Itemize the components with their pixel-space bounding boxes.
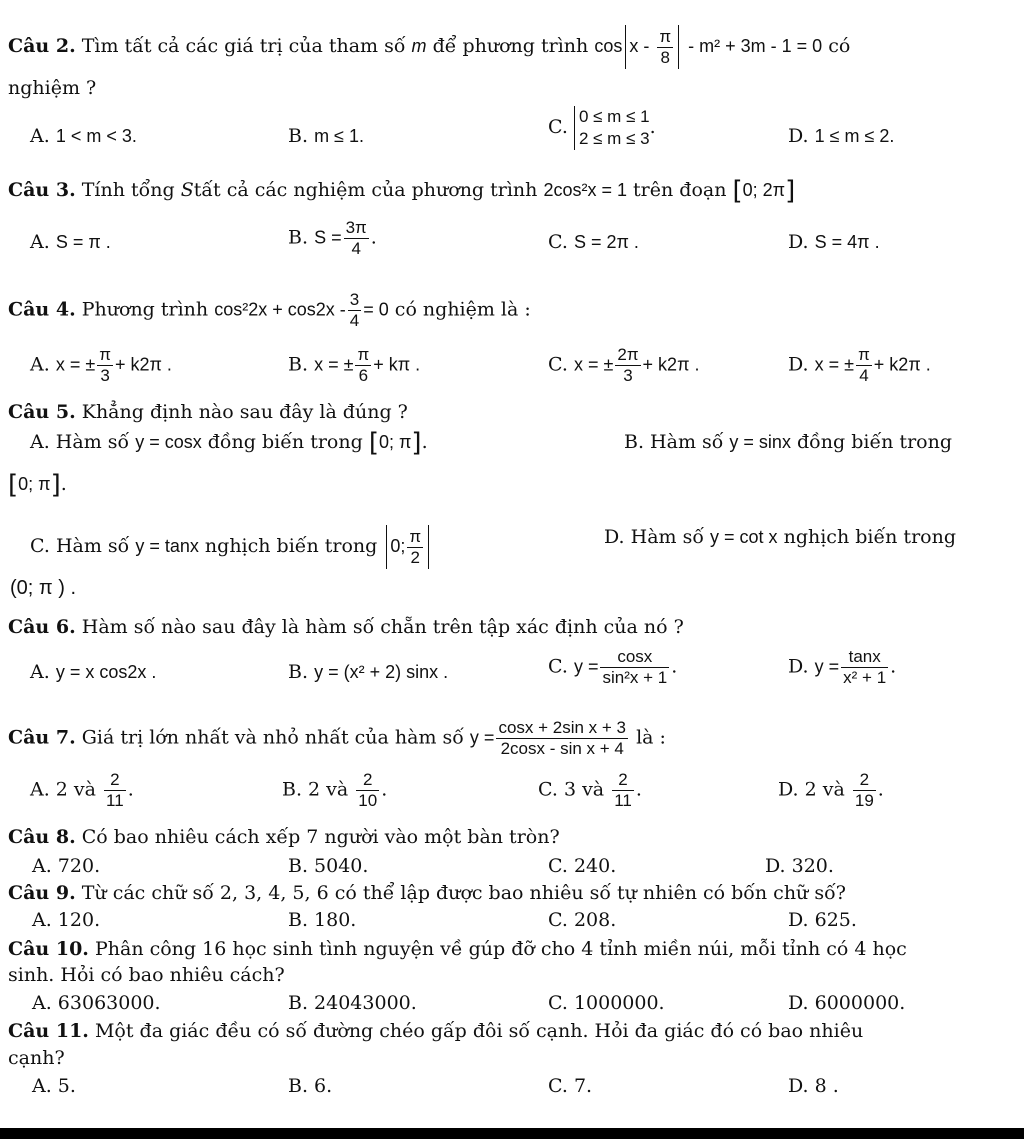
q4-stem [8, 290, 531, 331]
q6-opt-b-letter: B. [288, 661, 309, 683]
q5-opt-b-interval: 0; π [18, 474, 51, 494]
q7-option-c[interactable]: C. 3 và $\frac{2}{11}$ . [538, 770, 642, 810]
q2-stem-cont: nghiệm ? [8, 77, 97, 99]
q10-option-b[interactable]: B. 24043000. [288, 992, 417, 1014]
q3-opt-d-value: S = 4π . [814, 232, 880, 252]
q2-text-c: có [828, 35, 851, 57]
q7-lhs: y = [469, 727, 495, 748]
q3-option-b[interactable]: B. S = $\frac{3\pi}{4}$ . [288, 218, 377, 258]
q9-text: Từ các chữ số 2, 3, 4, 5, 6 có thể lập được bao nhiêu số tự nhiên có bốn chữ số? [81, 882, 846, 904]
q5-option-d[interactable] [604, 525, 956, 549]
q4-option-d[interactable] [788, 345, 931, 386]
q5-opt-c-int-left: 0; [390, 536, 406, 556]
q7-label: Câu 7. [8, 726, 76, 749]
q7-opt-a-lead: A. 2 và [30, 778, 96, 801]
q5-opt-a-text: đồng biến trong [207, 431, 363, 453]
q4-text-a: Phương trình [81, 298, 209, 321]
q4-opt-b-num: π [357, 345, 370, 364]
q3-option-c[interactable] [548, 230, 639, 254]
q4-label: Câu 4. [8, 298, 76, 321]
bracket-left: [ [732, 176, 743, 206]
q3-opt-b-den: 4 [351, 239, 361, 258]
q4-opt-b-den: 6 [358, 366, 369, 385]
q2-opt-c-line1: 0 ≤ m ≤ 1 [578, 107, 650, 126]
q4-opt-b-lhs: x = ± [314, 354, 354, 375]
q4-opt-c-den: 3 [623, 366, 633, 385]
q2-opt-b-letter: B. [288, 125, 309, 147]
q2-label: Câu 2. [8, 35, 76, 57]
q10-option-d[interactable]: D. 6000000. [788, 992, 906, 1014]
q2-stem [8, 25, 850, 69]
q4-opt-c-fraction [615, 345, 640, 386]
q5-option-c[interactable] [30, 525, 432, 569]
q5-label: Câu 5. [8, 401, 76, 423]
q4-text-b: có nghiệm là : [394, 298, 531, 321]
q10-text-a: Phân công 16 học sinh tình nguyện về gúp đỡ cho 4 tỉnh miền núi, mỗi tỉnh có 4 học [94, 938, 907, 960]
q3-stem [8, 176, 796, 206]
q7-option-b[interactable]: B. 2 và $\frac{2}{10}$ . [282, 770, 388, 810]
q7-option-a[interactable]: A. 2 và $\frac{2}{11}$ . [30, 770, 134, 810]
q3-opt-a-letter: A. [30, 231, 50, 253]
q6-opt-c-lhs: y = [573, 656, 599, 677]
q7-opt-c-fraction [612, 770, 634, 811]
q7-stem [8, 718, 666, 759]
q7-opt-a-num: 2 [104, 770, 126, 791]
q7-frac-den: 2cosx - sin x + 4 [500, 739, 624, 758]
q7-opt-b-fraction [356, 770, 379, 811]
q7-opt-a-fraction [104, 770, 126, 811]
q7-opt-b-num: 2 [356, 770, 379, 791]
q5-text: Khẳng định nào sau đây là đúng ? [81, 401, 408, 423]
q7-opt-c-num: 2 [612, 770, 634, 791]
q6-opt-c-letter: C. [548, 655, 568, 678]
q9-label: Câu 9. [8, 882, 76, 904]
bracket-left: [ [368, 428, 379, 458]
q2-option-c[interactable]: C. 0 ≤ m ≤ 1 2 ≤ m ≤ 3 . [548, 107, 656, 148]
q2-option-d[interactable] [788, 124, 894, 148]
q5-opt-d-text: nghịch biến trong [783, 526, 956, 548]
q3-text-c: trên đoạn [633, 179, 727, 201]
q8-option-b[interactable]: B. 5040. [288, 855, 369, 877]
q6-opt-c-den: sin²x + 1 [602, 668, 668, 687]
q5-opt-d-fn: y = cot x [710, 527, 778, 547]
q2-opt-c-letter: C. [548, 116, 568, 138]
q2-var-m: m [411, 36, 427, 56]
q4-opt-a-num: π [99, 345, 111, 364]
q6-opt-d-lhs: y = [814, 656, 840, 677]
q7-opt-b-lead: B. 2 và [282, 778, 349, 801]
q7-opt-d-fraction [853, 770, 876, 811]
q7-option-d[interactable]: D. 2 và $\frac{2}{19}$ . [778, 770, 884, 810]
q4-opt-a-fraction [97, 345, 113, 386]
q11-option-c[interactable]: C. 7. [548, 1075, 593, 1097]
q2-opt-a-value: 1 < m < 3. [55, 126, 137, 146]
q2-text-a: Tìm tất cả các giá trị của tham số [81, 35, 406, 57]
q4-opt-c-num: 2π [617, 345, 639, 364]
q7-opt-d-num: 2 [853, 770, 876, 791]
q7-opt-d-den: 19 [854, 791, 874, 810]
q3-opt-b-lhs: S = [314, 227, 342, 248]
q11-option-b[interactable]: B. 6. [288, 1075, 333, 1097]
q4-option-c[interactable] [548, 345, 700, 386]
q6-text: Hàm số nào sau đây là hàm số chẵn trên tập xác định của nó ? [81, 616, 684, 638]
q3-option-a[interactable] [30, 230, 111, 254]
q3-opt-c-value: S = 2π . [573, 232, 639, 252]
q5-opt-a-interval: 0; π [378, 432, 412, 452]
q7-opt-c-den: 11 [614, 791, 632, 810]
q6-option-d[interactable]: D. y = $\frac{\tan x}{\text{x² + 1}}$ . [788, 647, 897, 687]
q5-option-b[interactable] [624, 430, 952, 454]
q3-label: Câu 3. [8, 179, 76, 201]
q2-opt-c-system [574, 106, 650, 150]
q2-opt-a-letter: A. [30, 125, 50, 147]
q6-opt-a-letter: A. [30, 661, 50, 683]
bracket-right: ] [411, 428, 422, 458]
q6-opt-d-fraction [841, 647, 888, 688]
q3-text-a: Tính tổng [81, 179, 175, 201]
q8-text: Có bao nhiêu cách xếp 7 người vào một bàn tròn? [81, 826, 560, 848]
q10-label: Câu 10. [8, 938, 89, 960]
q2-eq-cos: cos [594, 36, 623, 56]
bracket-right: ] [785, 176, 796, 206]
q8-stem [8, 825, 560, 849]
q2-eq-rest: - m² + 3m - 1 = 0 [688, 36, 823, 56]
q4-eq: cos²2x + cos2x - [214, 299, 346, 320]
q6-opt-c-num: cosx [600, 647, 669, 668]
q5-option-b-cont: [0; π]. [8, 470, 67, 500]
q4-frac-den: 4 [349, 311, 360, 330]
q4-opt-c-letter: C. [548, 353, 568, 376]
q4-opt-a-letter: A. [30, 353, 50, 376]
q10-stem-cont: sinh. Hỏi có bao nhiêu cách? [8, 964, 285, 986]
q5-opt-d-lead: D. Hàm số [604, 526, 704, 548]
q4-opt-c-lhs: x = ± [573, 354, 614, 375]
q6-opt-a-value: y = x cos2x . [55, 662, 157, 682]
q3-opt-c-letter: C. [548, 231, 568, 253]
q4-opt-a-lhs: x = ± [55, 354, 96, 375]
q5-opt-c-lead: C. Hàm số [30, 535, 130, 557]
q3-opt-b-letter: B. [288, 226, 309, 249]
q5-option-d-cont: (0; π ) . [10, 577, 77, 599]
q8-option-a[interactable]: A. 720. [32, 855, 101, 877]
q11-stem [8, 1019, 863, 1043]
q2-opt-d-value: 1 ≤ m ≤ 2. [814, 126, 895, 146]
q4-option-b[interactable] [288, 345, 420, 386]
q9-option-d[interactable]: D. 625. [788, 909, 857, 931]
q4-opt-d-lhs: x = ± [814, 354, 855, 375]
q4-opt-d-den: 4 [859, 366, 869, 385]
q9-option-c[interactable]: C. 208. [548, 909, 617, 931]
q2-option-b[interactable] [288, 124, 364, 148]
interval-bar-right [428, 525, 429, 569]
q4-opt-b-letter: B. [288, 353, 309, 376]
interval-bar-left [386, 525, 387, 569]
q2-opt-d-letter: D. [788, 125, 809, 147]
q4-opt-b-fraction [355, 345, 371, 386]
q5-opt-a-lead: A. Hàm số [30, 431, 130, 453]
q6-opt-d-den: x² + 1 [843, 668, 887, 687]
q5-opt-c-text: nghịch biến trong [204, 535, 378, 557]
q2-opt-c-line2: 2 ≤ m ≤ 3 [578, 129, 650, 148]
q5-opt-c-num: π [409, 526, 422, 546]
q3-opt-b-fraction [344, 218, 369, 259]
q5-stem [8, 400, 408, 424]
q4-opt-d-end: + k2π . [873, 354, 931, 375]
q3-opt-d-letter: D. [788, 231, 809, 253]
bracket-left: [ [8, 470, 19, 500]
q6-label: Câu 6. [8, 616, 76, 638]
q6-opt-c-fraction [600, 647, 669, 688]
q2-opt-b-value: m ≤ 1. [314, 126, 364, 146]
abs-bar-right [678, 25, 679, 69]
q2-frac-den: 8 [660, 47, 670, 67]
q2-eq-x: x - [629, 36, 650, 56]
q3-eq: 2cos²x = 1 [543, 180, 627, 200]
q4-opt-a-den: 3 [100, 366, 110, 385]
q4-opt-c-end: + k2π . [642, 354, 700, 375]
q7-opt-a-den: 11 [106, 791, 124, 810]
q3-text-b: tất cả các nghiệm của phương trình [193, 179, 538, 201]
q2-option-a[interactable] [30, 124, 137, 148]
q5-opt-b-fn: y = sinx [729, 432, 791, 452]
bottom-black-bar [0, 1128, 1024, 1139]
bracket-right: ] [50, 470, 61, 500]
q4-opt-d-fraction [856, 345, 872, 386]
q4-opt-b-end: + kπ . [373, 354, 421, 375]
q8-option-d[interactable]: D. 320. [765, 855, 834, 877]
q3-var-s: S [180, 179, 194, 201]
q4-opt-d-num: π [858, 345, 870, 364]
q7-fraction [496, 718, 628, 759]
q9-stem [8, 881, 846, 905]
q4-fraction [348, 290, 361, 331]
q11-label: Câu 11. [8, 1020, 89, 1042]
q10-stem [8, 937, 907, 961]
q6-option-c[interactable]: C. y = $\frac{\cos x}{\text{sin²x + 1}}$ . [548, 647, 678, 687]
q5-opt-b-lead: B. Hàm số [624, 431, 724, 453]
q5-opt-a-fn: y = cosx [135, 432, 202, 452]
q3-option-d[interactable] [788, 230, 880, 254]
q9-option-a[interactable]: A. 120. [32, 909, 101, 931]
q5-option-a[interactable]: A. Hàm số y = cosx đồng biến trong [0; π]. [30, 428, 428, 458]
abs-bar-left [625, 25, 626, 69]
q4-option-a[interactable] [30, 345, 172, 386]
q4-opt-a-end: + k2π . [114, 354, 172, 375]
q7-opt-c-lead: C. 3 và [538, 778, 605, 801]
q3-interval: 0; 2π [742, 180, 786, 200]
q5-opt-b-text: đồng biến trong [797, 431, 952, 453]
q8-option-c[interactable]: C. 240. [548, 855, 617, 877]
q10-option-a[interactable]: A. 63063000. [32, 992, 161, 1014]
q7-opt-d-lead: D. 2 và [778, 778, 845, 801]
q5-opt-c-fraction [407, 527, 423, 568]
q7-frac-num: cosx + 2sin x + 3 [498, 718, 627, 737]
q9-option-b[interactable]: B. 180. [288, 909, 357, 931]
q11-text-a: Một đa giác đều có số đường chéo gấp đôi số cạnh. Hỏi đa giác đó có bao nhiêu [94, 1020, 864, 1042]
q6-opt-d-letter: D. [788, 655, 809, 678]
q3-opt-a-value: S = π . [55, 232, 111, 252]
q7-text-b: là : [636, 726, 666, 749]
q7-text-a: Giá trị lớn nhất và nhỏ nhất của hàm số [81, 726, 464, 749]
q6-opt-b-value: y = (x² + 2) sinx . [314, 662, 449, 682]
q4-frac-num: 3 [349, 290, 360, 309]
q11-option-d[interactable]: D. 8 . [788, 1075, 839, 1097]
q4-eq-end: = 0 [363, 299, 389, 320]
q7-opt-b-den: 10 [358, 791, 378, 810]
q10-option-c[interactable]: C. 1000000. [548, 992, 665, 1014]
q5-opt-c-fn: y = tanx [135, 536, 199, 556]
q2-fraction [657, 27, 673, 68]
q11-option-a[interactable]: A. 5. [32, 1075, 76, 1097]
q6-stem [8, 615, 684, 639]
q4-opt-d-letter: D. [788, 353, 809, 376]
q5-opt-c-den: 2 [410, 547, 420, 567]
q6-option-a[interactable] [30, 660, 156, 684]
q11-stem-cont: cạnh? [8, 1047, 65, 1069]
q2-text-b: để phương trình [432, 35, 589, 57]
q6-opt-d-num: tanx [841, 647, 888, 668]
q2-frac-num: π [659, 26, 672, 46]
q6-option-b[interactable] [288, 660, 448, 684]
q3-opt-b-num: 3π [345, 218, 367, 237]
q8-label: Câu 8. [8, 826, 76, 848]
